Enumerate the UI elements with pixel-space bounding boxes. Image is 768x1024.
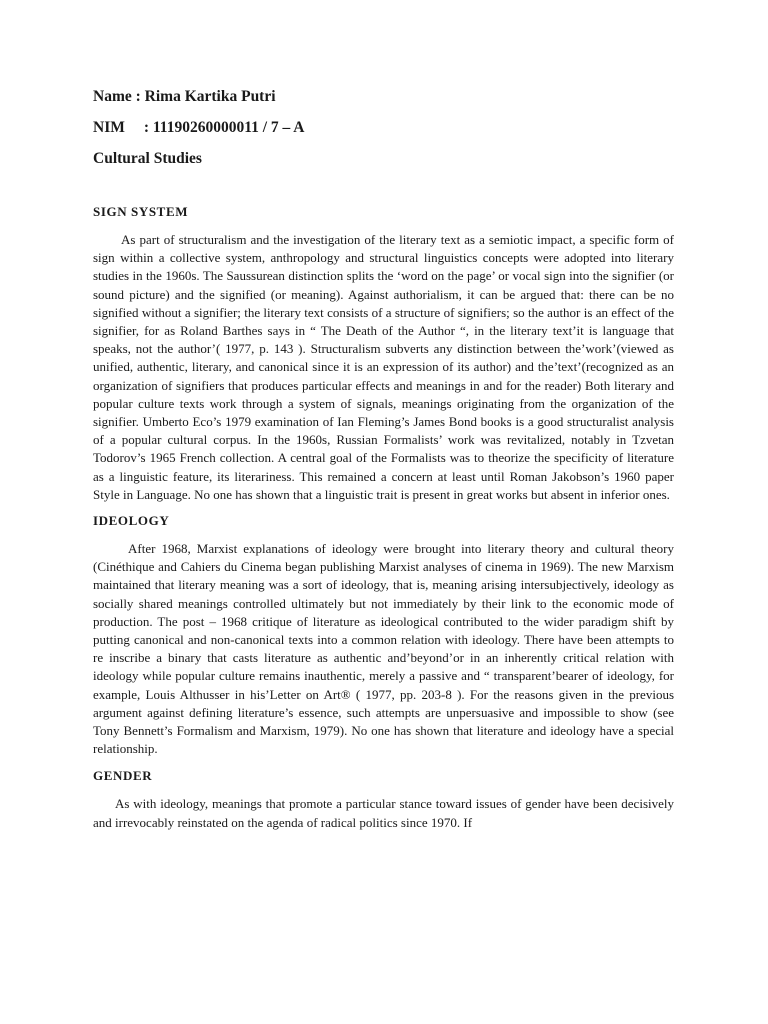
document-page <box>93 86 674 832</box>
gender-heading: GENDER <box>93 768 153 784</box>
course-title: Cultural Studies <box>93 150 202 167</box>
sign-system-heading: SIGN SYSTEM <box>93 204 189 219</box>
student-name-line <box>93 86 674 108</box>
ideology-heading: IDEOLOGY <box>93 513 170 529</box>
ideology-paragraph: After 1968, Marxist explanations of ideology were brought into literary theory and cultural theory (Cinéthique and Cahiers du Cinema began publishing Marxist analyses of cinema in 1969). The new Marxism maintained that literary meaning was a sort of ideology, that is, meaning arising intersubjectively, ideology as socially shared meanings controlled ultimately but not immediately by their link to the economic mode of production. The post – 1968 critique of literature as ideological contributed to the wider paradigm shift by putting canonical and non-canonical texts into a common relation with ideology. There have been attempts to re inscribe a binary that casts literature as authentic and’beyond’or in an inherently critical relation with ideology while popular culture remains inauthentic, merely a passive and “ transparent’bearer of ideology, for example, Louis Althusser in his’Letter on Art® ( 1977, pp. 203-8 ). For the reasons given in the previous argument against defining literature’s essence, such attempts are unpersuasive and impossible to show (see Tony Bennett’s Formalism and Marxism, 1979). No one has shown that literature and ideology have a special relationship. <box>93 541 674 757</box>
student-nim-line <box>93 117 674 139</box>
sign-system-paragraph: As part of structuralism and the investigation of the literary text as a semiotic impact, a specific form of sign within a collective system, anthropology and structural linguistics concepts were adopted into literary studies in the 1960s. The Saussurean distinction splits the ‘word on the page’ or vocal sign into the signifier (or sound picture) and the signified (or meaning). Against authorialism, it can be argued that: there can be no signified without a signifier; the literary text consists of a structure of signifiers; so the author is an effect of the signifier, for as Roland Barthes says in “ The Death of the Author “, in the literary text’it is language that speaks, not the author’( 1977, p. 143 ). Structuralism subverts any distinction between the’work’(viewed as unified, authentic, literary, and canonical since it is an expression of its author) and the’text’(recognized as an organization of signifiers that produces particular effects and meanings in and for the reader) Both literary and popular culture texts work through a system of signals, meanings originating from the organization of the signifier. Umberto Eco’s 1979 examination of Ian Fleming’s James Bond books is a good structuralist analysis of a popular cultural corpus. In the 1960s, Russian Formalists’ work was revitalized, notably in Tzvetan Todorov’s 1965 French collection. A central goal of the Formalists was to theorize the specificity of literature as a linguistic feature, its literariness. This remained a concern at least until Roman Jakobson’s 1960 paper Style in Language. No one has shown that a linguistic trait is present in great works but absent in inferior ones. <box>93 232 674 502</box>
nim-label: NIM <box>93 119 125 136</box>
nim-value: : 11190260000011 / 7 – A <box>143 119 305 136</box>
gender-paragraph: As with ideology, meanings that promote a particular stance toward issues of gender have been decisively and irrevocably reinstated on the agenda of radical politics since 1970. If <box>93 796 674 830</box>
name-label: Name <box>93 88 132 105</box>
name-value: : Rima Kartika Putri <box>135 88 276 105</box>
